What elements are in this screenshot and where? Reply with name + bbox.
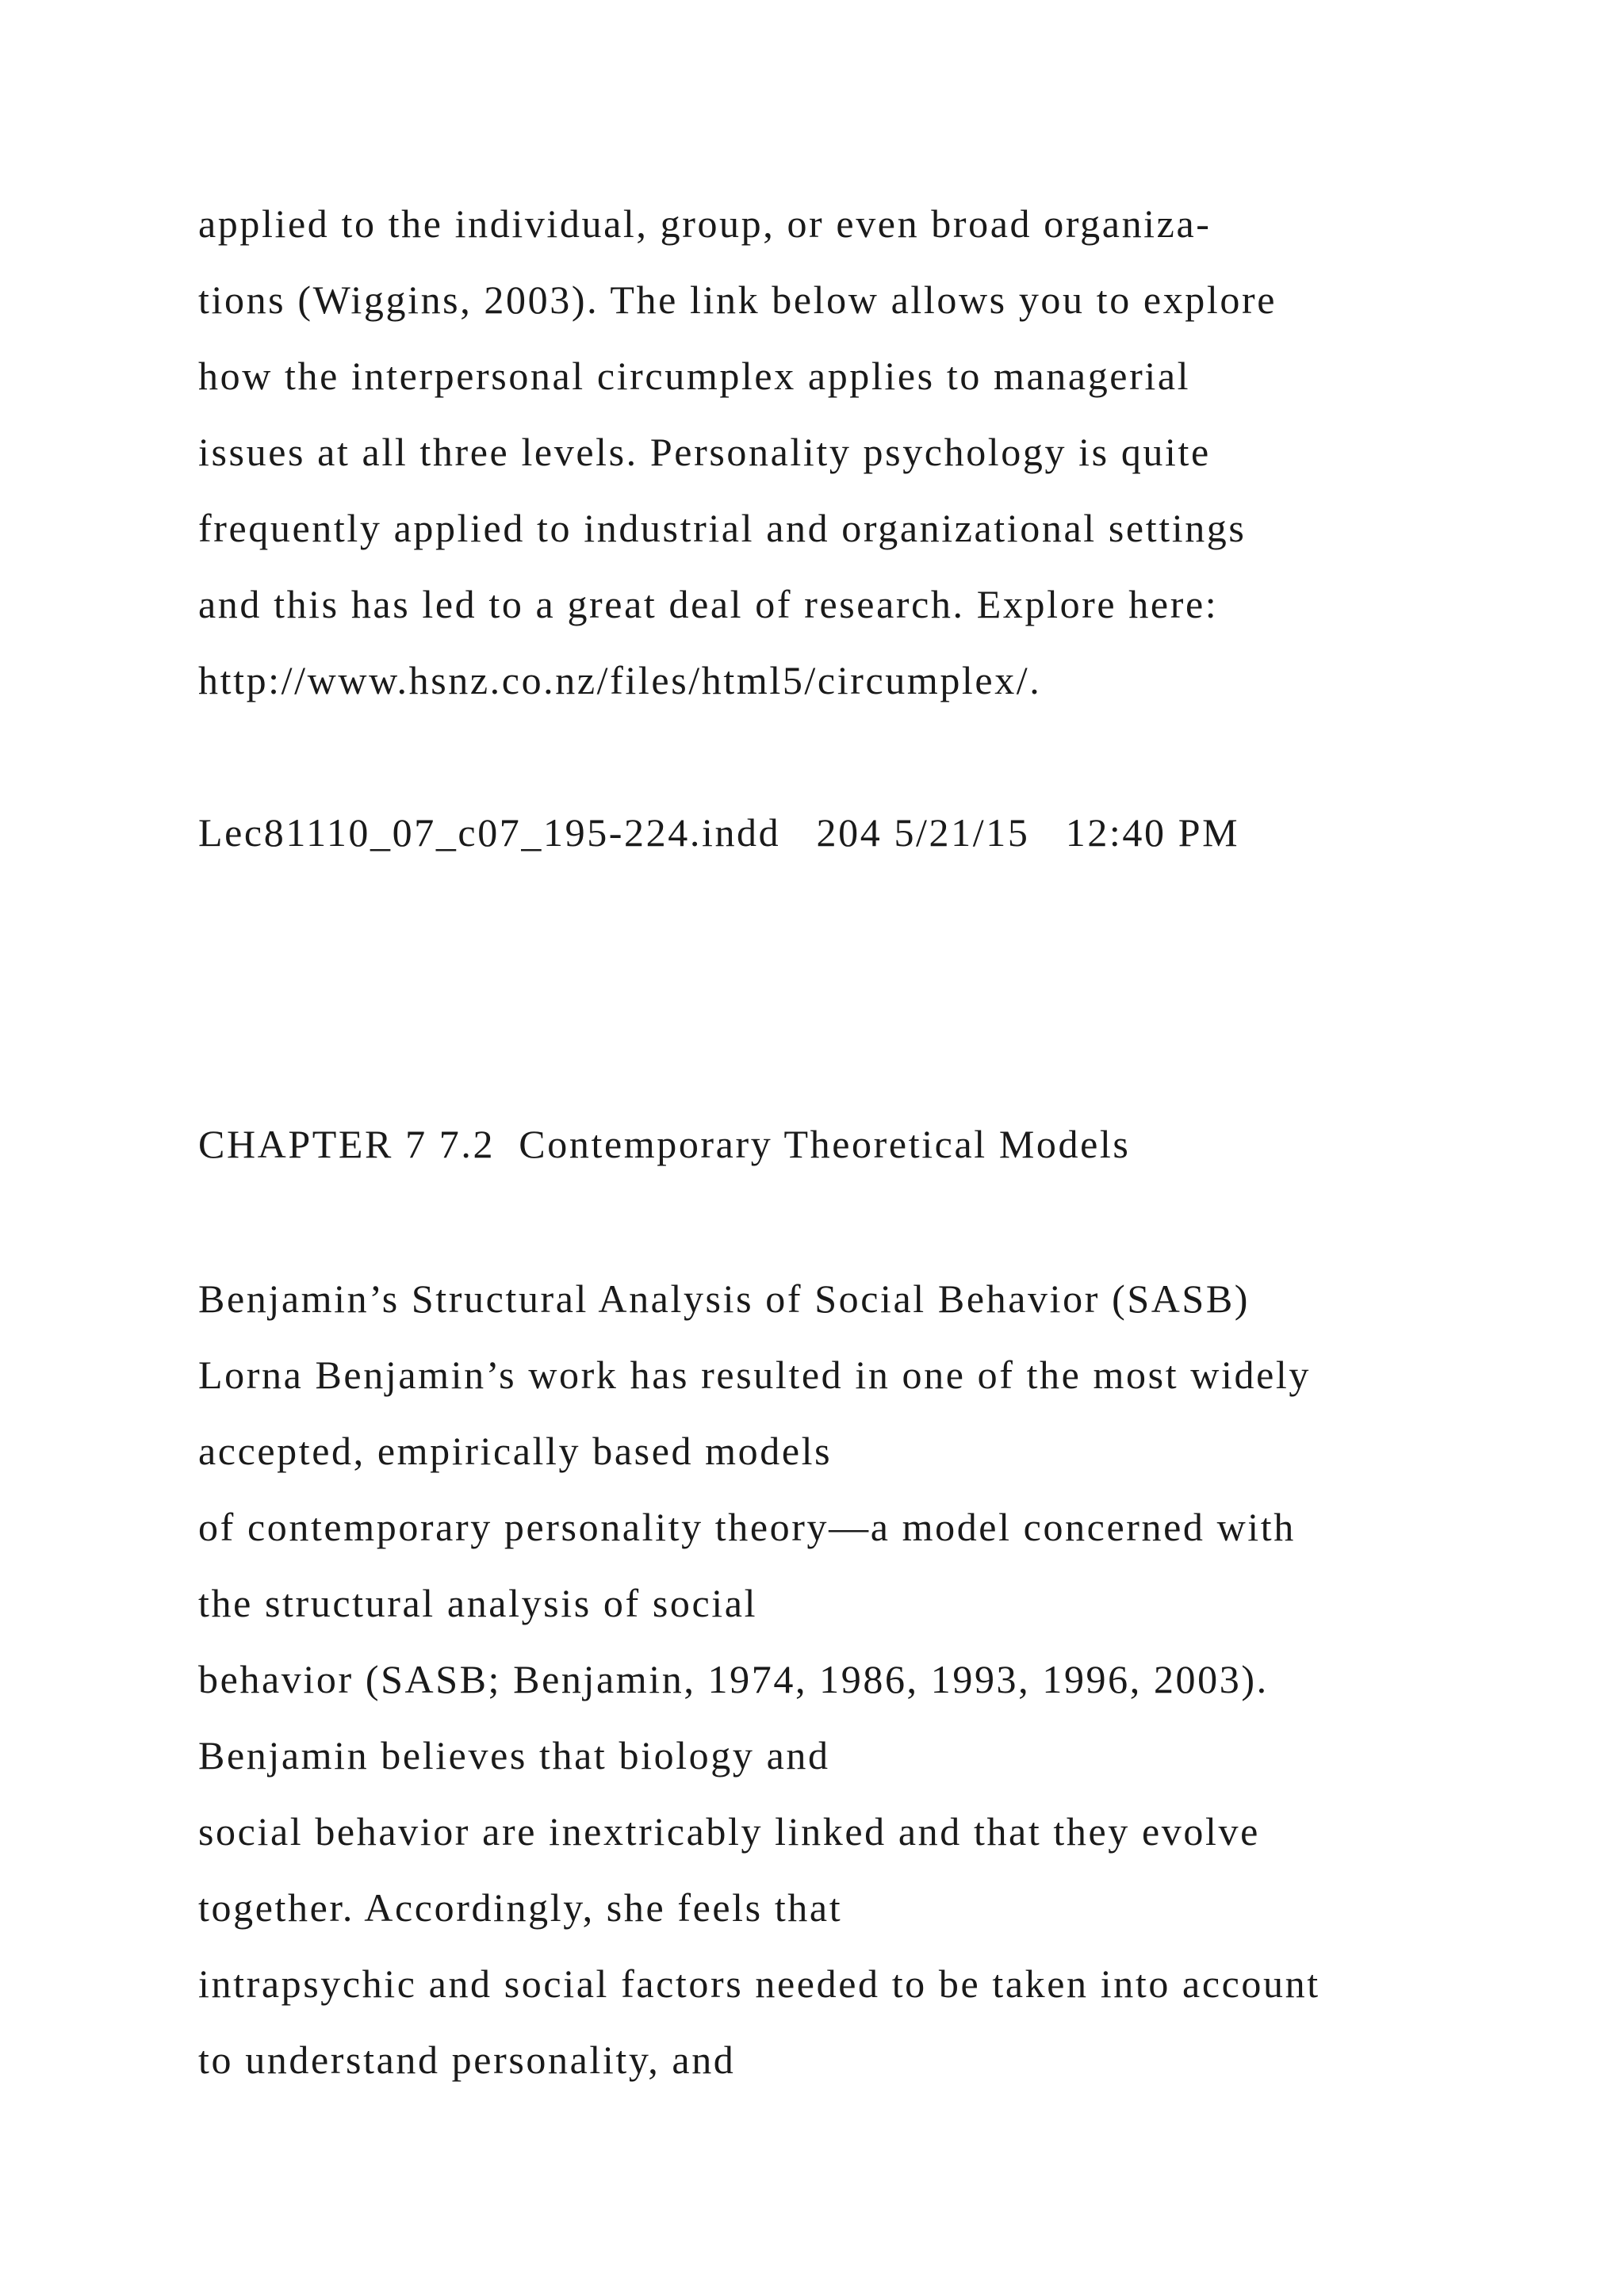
body-text-line: Lorna Benjamin’s work has resulted in one of the most widely bbox=[198, 1353, 1311, 1397]
file-slug: Lec81110_07_c07_195-224.indd 204 5/21/15 12:40 PM bbox=[198, 810, 1240, 855]
body-text-line: how the interpersonal circumplex applies to managerial bbox=[198, 354, 1191, 398]
body-text-line: and this has led to a great deal of research. Explore here: bbox=[198, 582, 1219, 626]
body-text-line: together. Accordingly, she feels that bbox=[198, 1885, 843, 1930]
body-text-line: social behavior are inextricably linked and that they evolve bbox=[198, 1809, 1260, 1854]
body-text-line: accepted, empirically based models bbox=[198, 1429, 833, 1473]
url-text: http://www.hsnz.co.nz/files/html5/circumplex/. bbox=[198, 658, 1042, 702]
chapter-header: CHAPTER 7 7.2 Contemporary Theoretical Models bbox=[198, 1122, 1131, 1166]
body-text-line: the structural analysis of social bbox=[198, 1581, 758, 1625]
body-text-line: tions (Wiggins, 2003). The link below allows you to explore bbox=[198, 277, 1277, 322]
body-text-line: intrapsychic and social factors needed to be taken into account bbox=[198, 1961, 1320, 2006]
body-text-line: frequently applied to industrial and organizational settings bbox=[198, 506, 1247, 550]
body-text-line: of contemporary personality theory—a model concerned with bbox=[198, 1505, 1296, 1549]
body-text-line: to understand personality, and bbox=[198, 2038, 736, 2082]
body-text-line: applied to the individual, group, or even broad organiza- bbox=[198, 201, 1212, 246]
section-heading: Benjamin’s Structural Analysis of Social Behavior (SASB) bbox=[198, 1276, 1251, 1321]
body-text-line: behavior (SASB; Benjamin, 1974, 1986, 1993, 1996, 2003). bbox=[198, 1657, 1269, 1701]
body-text-line: issues at all three levels. Personality psychology is quite bbox=[198, 430, 1211, 474]
body-text-line: Benjamin believes that biology and bbox=[198, 1733, 830, 1777]
